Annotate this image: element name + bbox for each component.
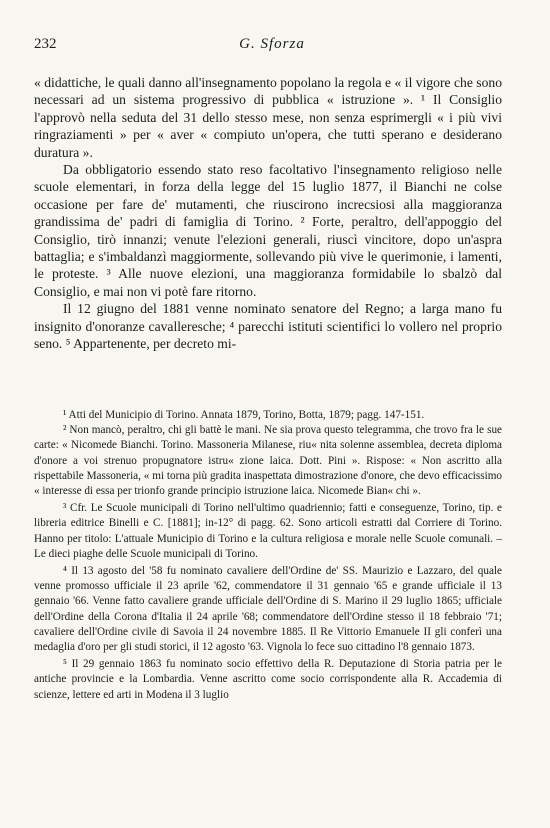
page-number: 232 xyxy=(34,36,57,52)
body-text xyxy=(34,74,502,353)
paragraph: Da obbligatorio essendo stato reso facoltativo l'insegnamento religioso nelle scuole elementari, in forza della legge del 15 luglio 1877, il Bianchi ne colse occasione per fare de' mutamenti, che riuscirono increcsiosi alla maggioranza grandissima de' padri di famiglia di Torino. ² Forte, peraltro, dell'appoggio del Consiglio, tirò innanzi; venute l'elezioni generali, riuscì vincitore, dopo un'aspra battaglia; e s'imbaldanzì maggiormente, sollevando più vive le querimonie, i lamenti, le proteste. ³ Alle nuove elezioni, una maggioranza formidabile lo sbalzò dal Consiglio, e mai non vi potè fare ritorno. xyxy=(34,162,502,299)
footnote: ¹ Atti del Municipio di Torino. Annata 1879, Torino, Botta, 1879; pagg. 147-151. xyxy=(63,409,425,421)
running-title: G. Sforza xyxy=(239,36,305,52)
footnote: ⁴ Il 13 agosto del '58 fu nominato cavaliere dell'Ordine de' SS. Maurizio e Lazzaro, del quale venne promosso ufficiale il 23 aprile '62, commendatore il 31 gennaio '65 e grande ufficiale il 13 gennaio '66. Venne fatto cavaliere grande ufficiale dell'Ordine di S. Marino il 29 luglio 1865; ufficiale dell'Ordine della Corona d'Italia il 24 aprile '68; commendatore dell'Ordine stesso il 18 febbraio '71; cavaliere dell'Ordine civile di Savoia il 24 novembre 1885. Il Re Vittorio Emanuele II gli conferì una medaglia d'oro per gli studi storici, il 12 agosto '63. Vignola lo fece suo cittadino l'8 gennaio 1873. xyxy=(34,565,502,654)
footnote: ⁵ Il 29 gennaio 1863 fu nominato socio effettivo della R. Deputazione di Storia patria per le antiche provincie e la Lombardia. Venne ascritto come socio corrispondente alla R. Accademia di scienze, lettere ed arti in Modena il 3 luglio xyxy=(34,658,502,701)
footnote: ³ Cfr. Le Scuole municipali di Torino nell'ultimo quadriennio; fatti e conseguenze, Torino, tip. e libreria editrice Binelli e C. [1881]; in-12° di pagg. 62. Sono articoli estratti dal Corriere di Torino. Hanno per titolo: L'attuale Municipio di Torino e la cultura religiosa e morale nelle Scuole comunali. – Le dieci piaghe delle Scuole municipali di Torino. xyxy=(34,502,502,560)
footnote: ² Non mancò, peraltro, chi gli battè le mani. Ne sia prova questo telegramma, che trovo fra le sue carte: « Nicomede Bianchi. Torino. Massoneria Milanese, riu« nita solenne assemblea, decreta diploma d'onore a voi strenuo propugnatore istru« zione laica. Dott. Pini ». Rispose: « Non ascritto alla rispettabile Massoneria, « mi torna più gradita inaspettata dimostrazione d'onore, che devo efficacissimo « interesse di essa per trionfo grande principio istruzione laica. Nicomede Bian« chi ». xyxy=(34,424,502,498)
page-header xyxy=(34,36,510,56)
footnotes xyxy=(34,408,502,703)
paragraph: « didattiche, le quali danno all'insegnamento popolano la regola e « il vigore che sono necessari ad un sistema progressivo di pubblica « istruzione ». ¹ Il Consiglio l'approvò nella seduta del 31 dello stesso mese, non senza esprimergli « i più vivi ringraziamenti » per « aver « compiuto un'opera, che tutti sperano e desiderano duratura ». xyxy=(34,75,502,160)
paragraph: Il 12 giugno del 1881 venne nominato senatore del Regno; a larga mano fu insignito d'onoranze cavalleresche; ⁴ parecchi istituti scientifici lo vollero nel proprio seno. ⁵ Appartenente, per decreto mi- xyxy=(34,301,502,352)
